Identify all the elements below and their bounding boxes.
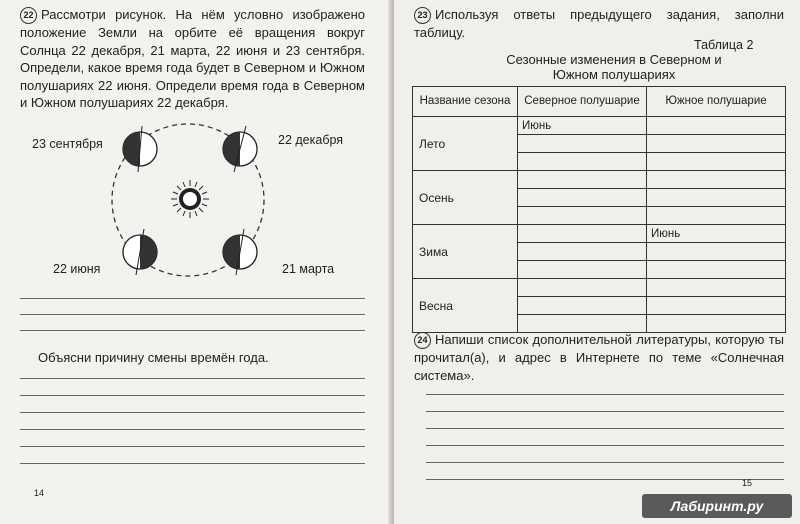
header-north: Северное полушарие — [518, 87, 647, 117]
north-cell[interactable] — [518, 279, 647, 297]
task-23 — [414, 6, 784, 42]
task-24-number: 24 — [414, 332, 431, 349]
label-mar: 21 марта — [282, 262, 335, 276]
north-cell[interactable] — [518, 189, 647, 207]
table-title: Сезонные изменения в Северном и Южном полушариях — [506, 52, 722, 82]
north-cell[interactable] — [518, 261, 647, 279]
south-cell[interactable] — [647, 315, 786, 333]
north-cell[interactable] — [518, 153, 647, 171]
south-cell[interactable] — [647, 279, 786, 297]
season-name: Зима — [413, 225, 518, 279]
south-cell[interactable] — [647, 171, 786, 189]
header-season: Название сезона — [413, 87, 518, 117]
south-cell[interactable] — [647, 261, 786, 279]
orbit-diagram — [100, 112, 280, 292]
left-page — [0, 0, 392, 524]
north-cell[interactable]: Июнь — [518, 117, 647, 135]
north-cell[interactable] — [518, 225, 647, 243]
north-cell[interactable] — [518, 135, 647, 153]
north-cell[interactable] — [518, 243, 647, 261]
question: Объясни причину смены времён года. — [38, 350, 269, 365]
table-row — [413, 117, 786, 135]
north-cell[interactable] — [518, 207, 647, 225]
task-22-number: 22 — [20, 7, 37, 24]
label-jun: 22 июня — [53, 262, 101, 276]
watermark-logo: Лабиринт.ру — [642, 494, 792, 518]
north-cell[interactable] — [518, 315, 647, 333]
south-cell[interactable]: Июнь — [647, 225, 786, 243]
north-cell[interactable] — [518, 297, 647, 315]
south-cell[interactable] — [647, 153, 786, 171]
season-name: Осень — [413, 171, 518, 225]
north-cell[interactable] — [518, 171, 647, 189]
task-22 — [20, 6, 365, 112]
south-cell[interactable] — [647, 189, 786, 207]
earth-dec-icon — [223, 126, 257, 172]
south-cell[interactable] — [647, 243, 786, 261]
south-cell[interactable] — [647, 207, 786, 225]
task-23-text: Используя ответы предыдущего задания, заполни таблицу. — [414, 7, 784, 40]
table-label: Таблица 2 — [694, 38, 754, 52]
table-row — [413, 279, 786, 297]
header-south: Южное полушарие — [647, 87, 786, 117]
right-page — [394, 0, 800, 524]
season-name: Весна — [413, 279, 518, 333]
earth-mar-icon — [223, 229, 257, 275]
earth-jun-icon — [123, 229, 157, 275]
season-name: Лето — [413, 117, 518, 171]
seasons-table — [412, 86, 786, 333]
task-24 — [414, 331, 784, 384]
table-row — [413, 225, 786, 243]
south-cell[interactable] — [647, 135, 786, 153]
page-number-left: 14 — [34, 488, 45, 498]
earth-sep-icon — [123, 126, 157, 172]
south-cell[interactable] — [647, 117, 786, 135]
label-dec: 22 декабря — [278, 133, 344, 147]
task-22-text: Рассмотри рисунок. На нём условно изображено положение Земли на орбите её вращения вокруг Солнца 22 декабря, 21 марта, 22 июня и 23 сентября. Определи, какое время года будет в Северном и Южном полушариях 22 июня. Определи время года в Северном и Южном полушариях 22 декабря. — [20, 7, 365, 110]
sun-icon — [171, 180, 209, 218]
page-number-right: 15 — [742, 478, 753, 488]
task-24-text: Напиши список дополнительной литературы, которую ты прочитал(а), и адрес в Интернете по теме «Солнечная система». — [414, 332, 784, 383]
table-row — [413, 171, 786, 189]
south-cell[interactable] — [647, 297, 786, 315]
task-23-number: 23 — [414, 7, 431, 24]
label-sep: 23 сентября — [32, 137, 103, 151]
